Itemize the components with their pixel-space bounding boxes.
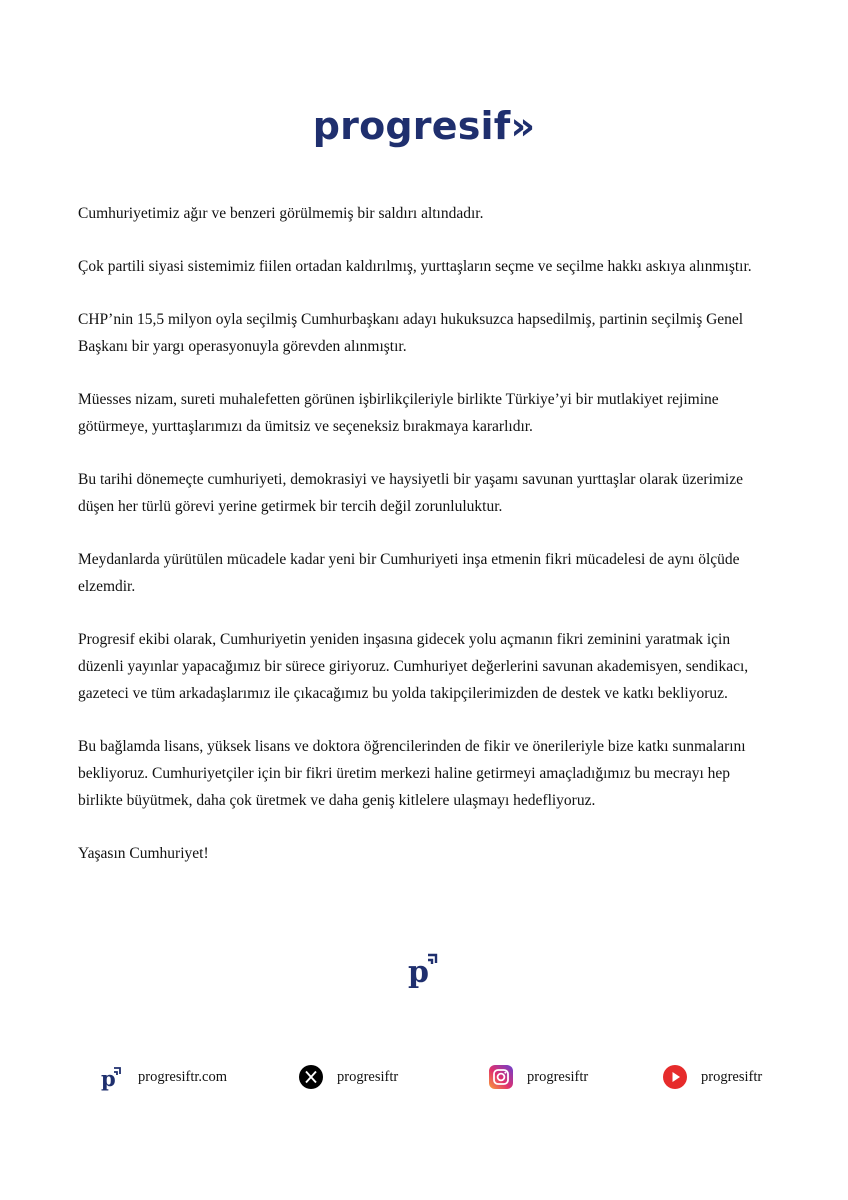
- paragraph-2: Çok partili siyasi sistemimiz fiilen ortadan kaldırılmış, yurttaşların seçme ve seçilme hakkı askıya alınmıştır.: [78, 258, 752, 275]
- x-label: progresiftr: [337, 1068, 399, 1085]
- paragraph-1: Cumhuriyetimiz ağır ve benzeri görülmemiş bir saldırı altındadır.: [78, 205, 484, 222]
- paragraph-6: Meydanlarda yürütülen mücadele kadar yeni bir Cumhuriyeti inşa etmenin fikri mücadelesi de aynı ölçüde elzemdir.: [78, 551, 740, 595]
- brand-logo: progresif»: [312, 104, 536, 148]
- footer-youtube-link[interactable]: [663, 1060, 762, 1094]
- paragraph-7: Progresif ekibi olarak, Cumhuriyetin yeniden inşasına gidecek yolu açmanın fikri zeminini yaratmak için düzenli yayınlar yapacağımız bir sürece giriyoruz. Cumhuriyet değerlerini savunan akademisyen, sendikacı, gazeteci ve tüm arkadaşlarımız ile çıkacağımız bu yolda takipçilerimizden de destek ve katkı bekliyoruz.: [78, 631, 749, 702]
- footer: [0, 1060, 848, 1094]
- paragraph-5: Bu tarihi dönemeçte cumhuriyeti, demokrasiyi ve haysiyetli bir yaşamı savunan yurttaşlar olarak üzerimize düşen her türlü görevi yerine getirmek bir tercih değil zorunluluktur.: [78, 471, 743, 515]
- paragraph-4: Müesses nizam, sureti muhalefetten görünen işbirlikçileriyle birlikte Türkiye’yi bir mutlakiyet rejimine götürmeye, yurttaşlarımızı da ümitsiz ve seçeneksiz bırakmaya kararlıdır.: [78, 391, 719, 435]
- x-icon: [299, 1065, 323, 1089]
- youtube-label: progresiftr: [701, 1068, 763, 1085]
- instagram-icon: [489, 1065, 513, 1089]
- website-label: progresiftr.com: [138, 1068, 227, 1085]
- instagram-label: progresiftr: [527, 1068, 589, 1085]
- footer-website-link[interactable]: [100, 1060, 227, 1094]
- footer-instagram-link[interactable]: [489, 1060, 588, 1094]
- paragraph-3: CHP’nin 15,5 milyon oyla seçilmiş Cumhurbaşkanı adayı hukuksuzca hapsedilmiş, partinin seçilmiş Genel Başkanı bir yargı operasyonuyla görevden alınmıştır.: [78, 311, 744, 355]
- footer-x-link[interactable]: [299, 1060, 398, 1094]
- youtube-icon: [663, 1065, 687, 1089]
- svg-text:p: p: [101, 1066, 116, 1091]
- closing-line: Yaşasın Cumhuriyet!: [78, 845, 209, 862]
- svg-text:p: p: [408, 955, 429, 988]
- progresif-p-icon: [100, 1065, 124, 1089]
- progresif-p-mark-icon: [0, 950, 848, 993]
- statement-body: [78, 200, 778, 867]
- paragraph-8: Bu bağlamda lisans, yüksek lisans ve doktora öğrencilerinden de fikir ve önerileriyle bize katkı sunmalarını bekliyoruz. Cumhuriyetçiler için bir fikri üretim merkezi haline getirmeyi amaçladığımız bu mecrayı hep birlikte büyütmek, daha çok üretmek ve daha geniş kitlelere ulaşmayı hedefliyoruz.: [78, 738, 746, 809]
